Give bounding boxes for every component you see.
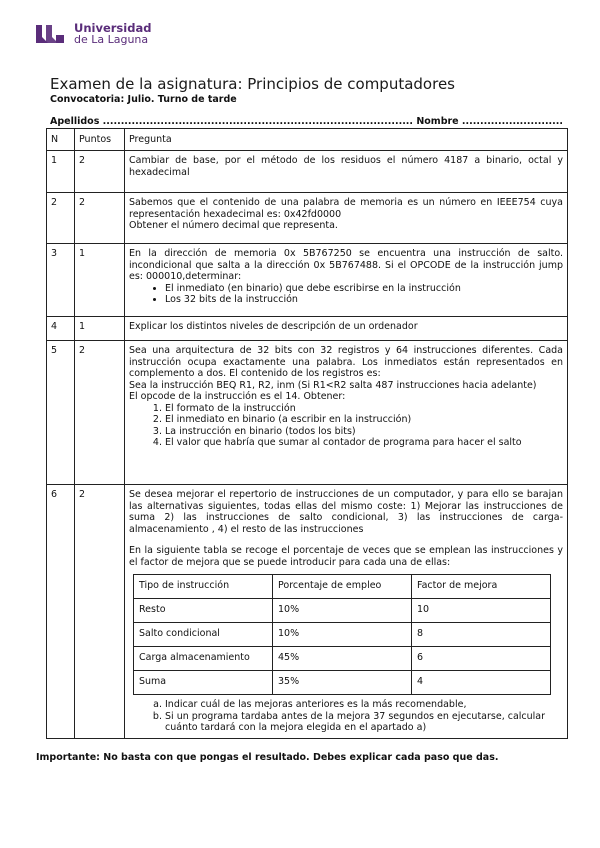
header-n: N	[47, 129, 75, 151]
header-question: Pregunta	[125, 129, 568, 151]
question-number: 5	[47, 341, 75, 485]
list-item: b. Si un programa tardaba antes de la mejora 37 segundos en ejecutarse, calcular cuánto tardará con la mejora elegida en el apartado a)	[165, 711, 563, 734]
question-points: 1	[75, 244, 125, 317]
ull-logo-icon	[34, 23, 68, 45]
inner-header: Porcentaje de empleo	[273, 575, 412, 599]
question-text: Cambiar de base, por el método de los residuos el número 4187 a binario, octal y hexadecimal	[125, 151, 568, 193]
table-header-row	[47, 129, 568, 151]
question-text: Explicar los distintos niveles de descripción de un ordenador	[125, 317, 568, 341]
list-item: 2. El inmediato en binario (a escribir en la instrucción)	[165, 414, 563, 426]
question-points: 1	[75, 317, 125, 341]
question-number: 2	[47, 193, 75, 244]
important-note: Importante: No basta con que pongas el resultado. Debes explicar cada paso que das.	[36, 752, 499, 763]
table-row	[47, 244, 568, 317]
table-row	[47, 317, 568, 341]
question-items	[129, 403, 563, 449]
exam-subtitle: Convocatoria: Julio. Turno de tarde	[50, 94, 237, 105]
list-item: • Los 32 bits de la instrucción	[165, 294, 563, 306]
inner-row: Resto 10% 10	[134, 599, 551, 623]
table-row	[47, 341, 568, 485]
question-text: Se desea mejorar el repertorio de instrucciones de un computador, y para ello se barajan las alternativas siguientes, todas ellas del mismo coste: 1) Mejorar las instrucciones de suma 2) las instrucciones de salto condicional, 3) las instrucciones de carga-almacenamiento , 4) el resto de las instrucciones En la siguiente tabla se recoge el porcentaje de veces que se emplean las instrucciones y el factor de mejora que se puede introducir para cada una de ellas: Tipo de instrucción Porcentaje de empleo Factor de mejora Resto 10% 10 Salto condicional 10% 8 Carga almacenamiento 45% 6 Suma 35% 4 a. Indicar cuál de las mejoras anteriores es la más recomendable, b. Si un programa tardaba antes de la mejora 37 segundos en ejecutarse, calcular cuánto tardará con la mejora elegida en el apartado a)	[125, 485, 568, 739]
inner-row: Carga almacenamiento 45% 6	[134, 647, 551, 671]
inner-header: Tipo de instrucción	[134, 575, 273, 599]
question-points: 2	[75, 193, 125, 244]
question-number: 1	[47, 151, 75, 193]
question-points: 2	[75, 341, 125, 485]
table-row	[47, 485, 568, 739]
inner-header: Factor de mejora	[412, 575, 551, 599]
question-text: En la dirección de memoria 0x 5B767250 se encuentra una instrucción de salto. incondicional que salta a la dirección 0x 5B767488. Si el OPCODE de la instrucción jump es: 000010,determinar: • El inmediato (en binario) que debe escribirse en la instrucción • Los 32 bits de la instrucción	[125, 244, 568, 317]
table-row	[47, 193, 568, 244]
list-item: a. Indicar cuál de las mejoras anteriores es la más recomendable,	[165, 699, 563, 711]
inner-header-row	[134, 575, 551, 599]
question-number: 6	[47, 485, 75, 739]
logo-line-1: Universidad	[74, 21, 152, 35]
list-item: • El inmediato (en binario) que debe escribirse en la instrucción	[165, 283, 563, 295]
questions-table	[46, 128, 568, 739]
question-points: 2	[75, 485, 125, 739]
table-row	[47, 151, 568, 193]
logo-line-2: de La Laguna	[74, 33, 149, 46]
header-points: Puntos	[75, 129, 125, 151]
inner-row: Suma 35% 4	[134, 671, 551, 695]
improvement-table	[133, 574, 551, 695]
question-text: Sabemos que el contenido de una palabra de memoria es un número en IEEE754 cuya representación hexadecimal es: 0x42fd0000 Obtener el número decimal que representa.	[125, 193, 568, 244]
inner-row: Salto condicional 10% 8	[134, 623, 551, 647]
sub-questions	[129, 699, 563, 734]
question-number: 4	[47, 317, 75, 341]
list-item: 1. El formato de la instrucción	[165, 403, 563, 415]
question-number: 3	[47, 244, 75, 317]
question-bullets	[129, 283, 563, 306]
list-item: 3. La instrucción en binario (todos los bits)	[165, 426, 563, 438]
question-points: 2	[75, 151, 125, 193]
list-item: 4. El valor que habría que sumar al contador de programa para hacer el salto	[165, 437, 563, 449]
question-text: Sea una arquitectura de 32 bits con 32 registros y 64 instrucciones diferentes. Cada instrucción ocupa exactamente una palabra. Los inmediatos están representados en complemento a dos. El contenido de los registros es: Sea la instrucción BEQ R1, R2, inm (Si R1<R2 salta 487 instrucciones hacia adelante) El opcode de la instrucción es el 14. Obtener: 1. El formato de la instrucción 2. El inmediato en binario (a escribir en la instrucción) 3. La instrucción en binario (todos los bits) 4. El valor que habría que sumar al contador de programa para hacer el salto	[125, 341, 568, 485]
exam-title: Examen de la asignatura: Principios de computadores	[50, 75, 455, 93]
student-name-line: Apellidos ...................................................................................... Nombre ............................	[50, 116, 563, 127]
university-logo	[34, 22, 151, 46]
